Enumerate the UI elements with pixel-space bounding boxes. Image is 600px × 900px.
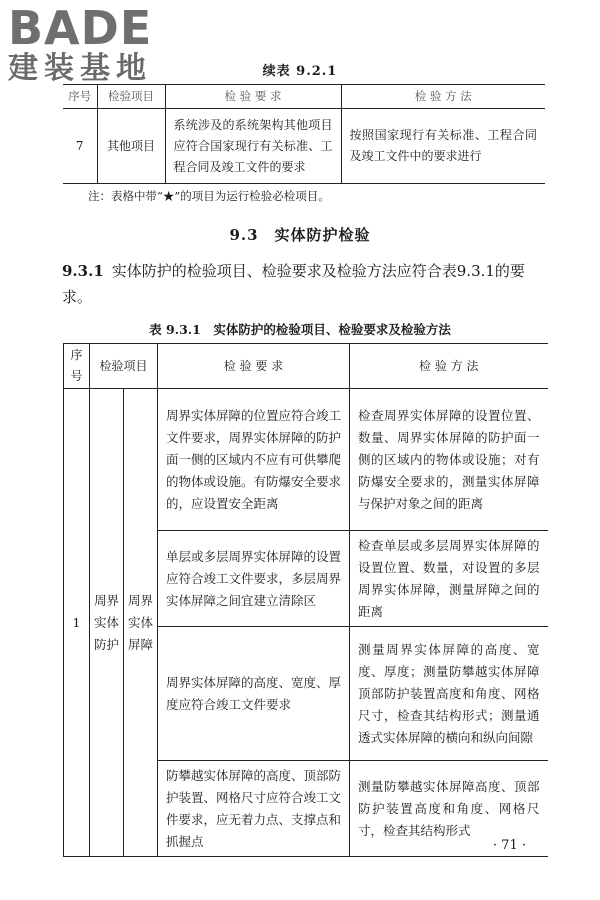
continued-table-caption: 续表 9.2.1 <box>262 64 338 79</box>
table-note: 注：表格中带“★”的项目为运行检验必检项目。 <box>88 189 330 203</box>
row-requirement: 系统涉及的系统架构其他项目应符合国家现行有关标准、工程合同及竣工文件的要求 <box>165 109 341 184</box>
row-no: 7 <box>63 109 97 184</box>
row-requirement: 周界实体屏障的高度、宽度、厚度应符合竣工文件要求 <box>158 627 350 761</box>
page-number: · 71 · <box>492 838 526 853</box>
table-row <box>64 389 548 531</box>
header-requirement: 检 验 要 求 <box>158 344 350 389</box>
row-method: 检查周界实体屏障的设置位置、数量、周界实体屏障的防护面一侧的区域内的物体或设施；对有防爆安全要求的，测量实体屏障与保护对象之间的距离 <box>350 389 548 531</box>
inspection-table <box>63 343 548 857</box>
header-requirement: 检 验 要 求 <box>165 85 341 109</box>
header-item: 检验项目 <box>97 85 165 109</box>
clause-number: 9.3.1 <box>62 262 104 280</box>
header-method: 检 验 方 法 <box>341 85 545 109</box>
table-row <box>63 109 545 184</box>
clause-text: 实体防护的检验项目、检验要求及检验方法应符合表9.3.1的要求。 <box>62 262 525 306</box>
row-method: 测量防攀越实体屏障高度、顶部防护装置高度和角度、网格尺寸，检查其结构形式 <box>350 761 548 857</box>
logo-text: BADE <box>8 1 153 55</box>
continued-table <box>63 84 545 184</box>
logo-subtitle: 建装基地 <box>8 51 152 86</box>
header-item: 检验项目 <box>90 344 158 389</box>
header-no: 序号 <box>64 344 90 389</box>
header-no: 序号 <box>63 85 97 109</box>
table-caption: 表 9.3.1 实体防护的检验项目、检验要求及检验方法 <box>149 322 451 337</box>
table-header-row <box>64 344 548 389</box>
clause-paragraph <box>62 258 552 310</box>
item-main: 周界实体防护 <box>90 389 124 857</box>
row-requirement: 单层或多层周界实体屏障的设置应符合竣工文件要求，多层周界实体屏障之间宜建立清除区 <box>158 531 350 627</box>
section-title: 9.3 实体防护检验 <box>229 226 371 244</box>
row-requirement: 防攀越实体屏障的高度、顶部防护装置、网格尺寸应符合竣工文件要求，应无着力点、支撑点和抓握点 <box>158 761 350 857</box>
row-requirement: 周界实体屏障的位置应符合竣工文件要求，周界实体屏障的防护面一侧的区域内不应有可供攀爬的物体或设施。有防爆安全要求的，应设置安全距离 <box>158 389 350 531</box>
row-method: 按照国家现行有关标准、工程合同及竣工文件中的要求进行 <box>341 109 545 184</box>
row-method: 测量周界实体屏障的高度、宽度、厚度；测量防攀越实体屏障顶部防护装置高度和角度、网格尺寸，检查其结构形式；测量通透式实体屏障的横向和纵向间隙 <box>350 627 548 761</box>
item-sub: 周界实体屏障 <box>124 389 158 857</box>
header-method: 检 验 方 法 <box>350 344 548 389</box>
row-method: 检查单层或多层周界实体屏障的设置位置、数量，对设置的多层周界实体屏障，测量屏障之间的距离 <box>350 531 548 627</box>
row-no: 1 <box>64 389 90 857</box>
table-header-row <box>63 85 545 109</box>
row-item: 其他项目 <box>97 109 165 184</box>
